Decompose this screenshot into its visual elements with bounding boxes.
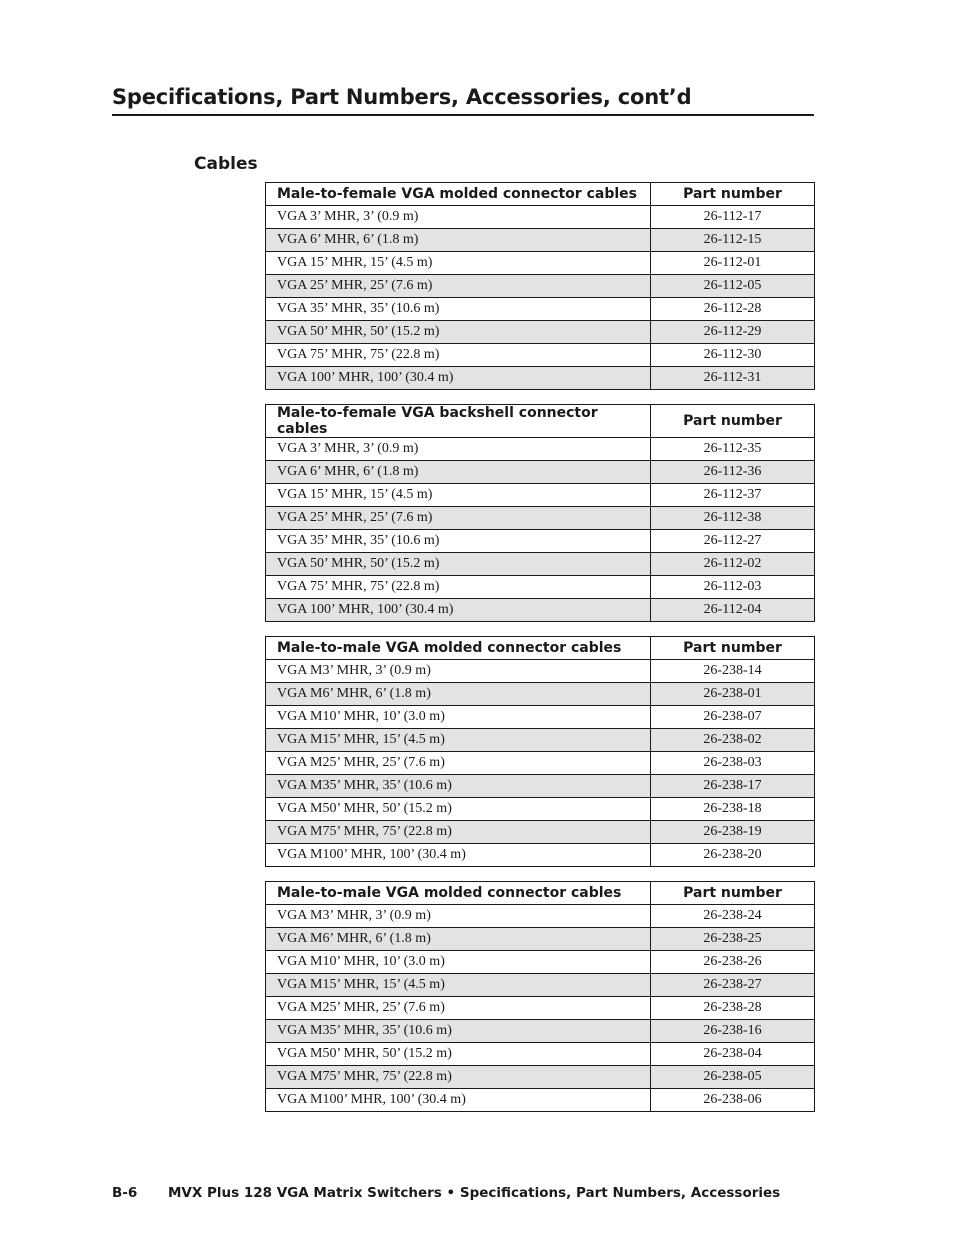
part-number: 26-112-27 (651, 530, 815, 553)
table-row (266, 438, 815, 461)
cable-description: VGA 15’ MHR, 15’ (4.5 m) (266, 484, 651, 507)
cable-description: VGA 35’ MHR, 35’ (10.6 m) (266, 298, 651, 321)
table-header-description: Male-to-male VGA molded connector cables (266, 882, 651, 905)
part-number: 26-238-04 (651, 1043, 815, 1066)
table-row (266, 905, 815, 928)
table-row (266, 1043, 815, 1066)
table-header-row (266, 637, 815, 660)
cable-description: VGA 3’ MHR, 3’ (0.9 m) (266, 438, 651, 461)
table-row (266, 553, 815, 576)
part-number: 26-238-24 (651, 905, 815, 928)
part-number: 26-112-35 (651, 438, 815, 461)
cable-description: VGA 100’ MHR, 100’ (30.4 m) (266, 367, 651, 390)
cable-description: VGA M6’ MHR, 6’ (1.8 m) (266, 683, 651, 706)
table-row (266, 844, 815, 867)
cable-description: VGA M100’ MHR, 100’ (30.4 m) (266, 1089, 651, 1112)
cable-description: VGA M100’ MHR, 100’ (30.4 m) (266, 844, 651, 867)
table-row (266, 660, 815, 683)
part-number: 26-238-02 (651, 729, 815, 752)
table-header-row (266, 183, 815, 206)
table-row (266, 1020, 815, 1043)
part-number: 26-238-19 (651, 821, 815, 844)
table-row (266, 530, 815, 553)
table-row (266, 321, 815, 344)
table-row (266, 298, 815, 321)
cable-description: VGA M6’ MHR, 6’ (1.8 m) (266, 928, 651, 951)
page-footer (112, 1182, 814, 1204)
cable-table (265, 881, 815, 1112)
cable-description: VGA M25’ MHR, 25’ (7.6 m) (266, 997, 651, 1020)
table-row (266, 683, 815, 706)
cable-table (265, 182, 815, 390)
table-row (266, 775, 815, 798)
part-number: 26-238-03 (651, 752, 815, 775)
table-header-row (266, 882, 815, 905)
cable-description: VGA M75’ MHR, 75’ (22.8 m) (266, 821, 651, 844)
table-row (266, 367, 815, 390)
table-row (266, 507, 815, 530)
table-header-description: Male-to-male VGA molded connector cables (266, 637, 651, 660)
cable-description: VGA M10’ MHR, 10’ (3.0 m) (266, 951, 651, 974)
cable-description: VGA 25’ MHR, 25’ (7.6 m) (266, 507, 651, 530)
table-row (266, 206, 815, 229)
cable-description: VGA M15’ MHR, 15’ (4.5 m) (266, 974, 651, 997)
cable-description: VGA M25’ MHR, 25’ (7.6 m) (266, 752, 651, 775)
table-row (266, 752, 815, 775)
part-number: 26-112-05 (651, 275, 815, 298)
table-row (266, 229, 815, 252)
cable-description: VGA M3’ MHR, 3’ (0.9 m) (266, 905, 651, 928)
cable-description: VGA M10’ MHR, 10’ (3.0 m) (266, 706, 651, 729)
section-heading-cables: Cables (194, 154, 258, 174)
table-row (266, 706, 815, 729)
table-row (266, 951, 815, 974)
table-row (266, 344, 815, 367)
part-number: 26-238-26 (651, 951, 815, 974)
cable-description: VGA 75’ MHR, 75’ (22.8 m) (266, 576, 651, 599)
part-number: 26-238-01 (651, 683, 815, 706)
table-row (266, 729, 815, 752)
part-number: 26-238-05 (651, 1066, 815, 1089)
cable-description: VGA M35’ MHR, 35’ (10.6 m) (266, 775, 651, 798)
cable-description: VGA M50’ MHR, 50’ (15.2 m) (266, 1043, 651, 1066)
table-header-part-number: Part number (651, 882, 815, 905)
table-row (266, 1089, 815, 1112)
part-number: 26-238-07 (651, 706, 815, 729)
part-number: 26-238-27 (651, 974, 815, 997)
cable-description: VGA 6’ MHR, 6’ (1.8 m) (266, 229, 651, 252)
part-number: 26-238-28 (651, 997, 815, 1020)
cable-description: VGA 50’ MHR, 50’ (15.2 m) (266, 321, 651, 344)
table-row (266, 576, 815, 599)
table-header-part-number: Part number (651, 405, 815, 438)
part-number: 26-112-38 (651, 507, 815, 530)
part-number: 26-112-17 (651, 206, 815, 229)
part-number: 26-112-04 (651, 599, 815, 622)
part-number: 26-238-18 (651, 798, 815, 821)
part-number: 26-238-25 (651, 928, 815, 951)
part-number: 26-238-14 (651, 660, 815, 683)
cable-description: VGA 15’ MHR, 15’ (4.5 m) (266, 252, 651, 275)
cable-table (265, 636, 815, 867)
cable-description: VGA 25’ MHR, 25’ (7.6 m) (266, 275, 651, 298)
table-row (266, 484, 815, 507)
table-row (266, 928, 815, 951)
table-header-part-number: Part number (651, 183, 815, 206)
part-number: 26-112-30 (651, 344, 815, 367)
part-number: 26-238-16 (651, 1020, 815, 1043)
cable-tables (265, 182, 814, 1126)
table-header-description: Male-to-female VGA backshell connector cables (266, 405, 651, 438)
cable-description: VGA 75’ MHR, 75’ (22.8 m) (266, 344, 651, 367)
part-number: 26-112-31 (651, 367, 815, 390)
table-row (266, 997, 815, 1020)
part-number: 26-112-01 (651, 252, 815, 275)
table-row (266, 599, 815, 622)
cable-description: VGA 3’ MHR, 3’ (0.9 m) (266, 206, 651, 229)
page-title: Specifications, Part Numbers, Accessories, cont’d (112, 82, 814, 116)
table-row (266, 821, 815, 844)
cable-description: VGA M75’ MHR, 75’ (22.8 m) (266, 1066, 651, 1089)
cable-table (265, 404, 815, 622)
part-number: 26-238-06 (651, 1089, 815, 1112)
cable-description: VGA 6’ MHR, 6’ (1.8 m) (266, 461, 651, 484)
table-row (266, 974, 815, 997)
part-number: 26-238-17 (651, 775, 815, 798)
table-header-description: Male-to-female VGA molded connector cables (266, 183, 651, 206)
table-row (266, 252, 815, 275)
part-number: 26-112-28 (651, 298, 815, 321)
table-row (266, 1066, 815, 1089)
part-number: 26-112-37 (651, 484, 815, 507)
table-row (266, 275, 815, 298)
footer-page-number: B-6 (112, 1185, 138, 1201)
part-number: 26-238-20 (651, 844, 815, 867)
part-number: 26-112-15 (651, 229, 815, 252)
cable-description: VGA M50’ MHR, 50’ (15.2 m) (266, 798, 651, 821)
cable-description: VGA 100’ MHR, 100’ (30.4 m) (266, 599, 651, 622)
cable-description: VGA 35’ MHR, 35’ (10.6 m) (266, 530, 651, 553)
footer-text: MVX Plus 128 VGA Matrix Switchers • Specifications, Part Numbers, Accessories (168, 1185, 781, 1201)
cable-description: VGA 50’ MHR, 50’ (15.2 m) (266, 553, 651, 576)
table-row (266, 461, 815, 484)
cable-description: VGA M35’ MHR, 35’ (10.6 m) (266, 1020, 651, 1043)
part-number: 26-112-02 (651, 553, 815, 576)
cable-description: VGA M3’ MHR, 3’ (0.9 m) (266, 660, 651, 683)
table-header-row (266, 405, 815, 438)
table-header-part-number: Part number (651, 637, 815, 660)
part-number: 26-112-03 (651, 576, 815, 599)
part-number: 26-112-29 (651, 321, 815, 344)
part-number: 26-112-36 (651, 461, 815, 484)
cable-description: VGA M15’ MHR, 15’ (4.5 m) (266, 729, 651, 752)
table-row (266, 798, 815, 821)
